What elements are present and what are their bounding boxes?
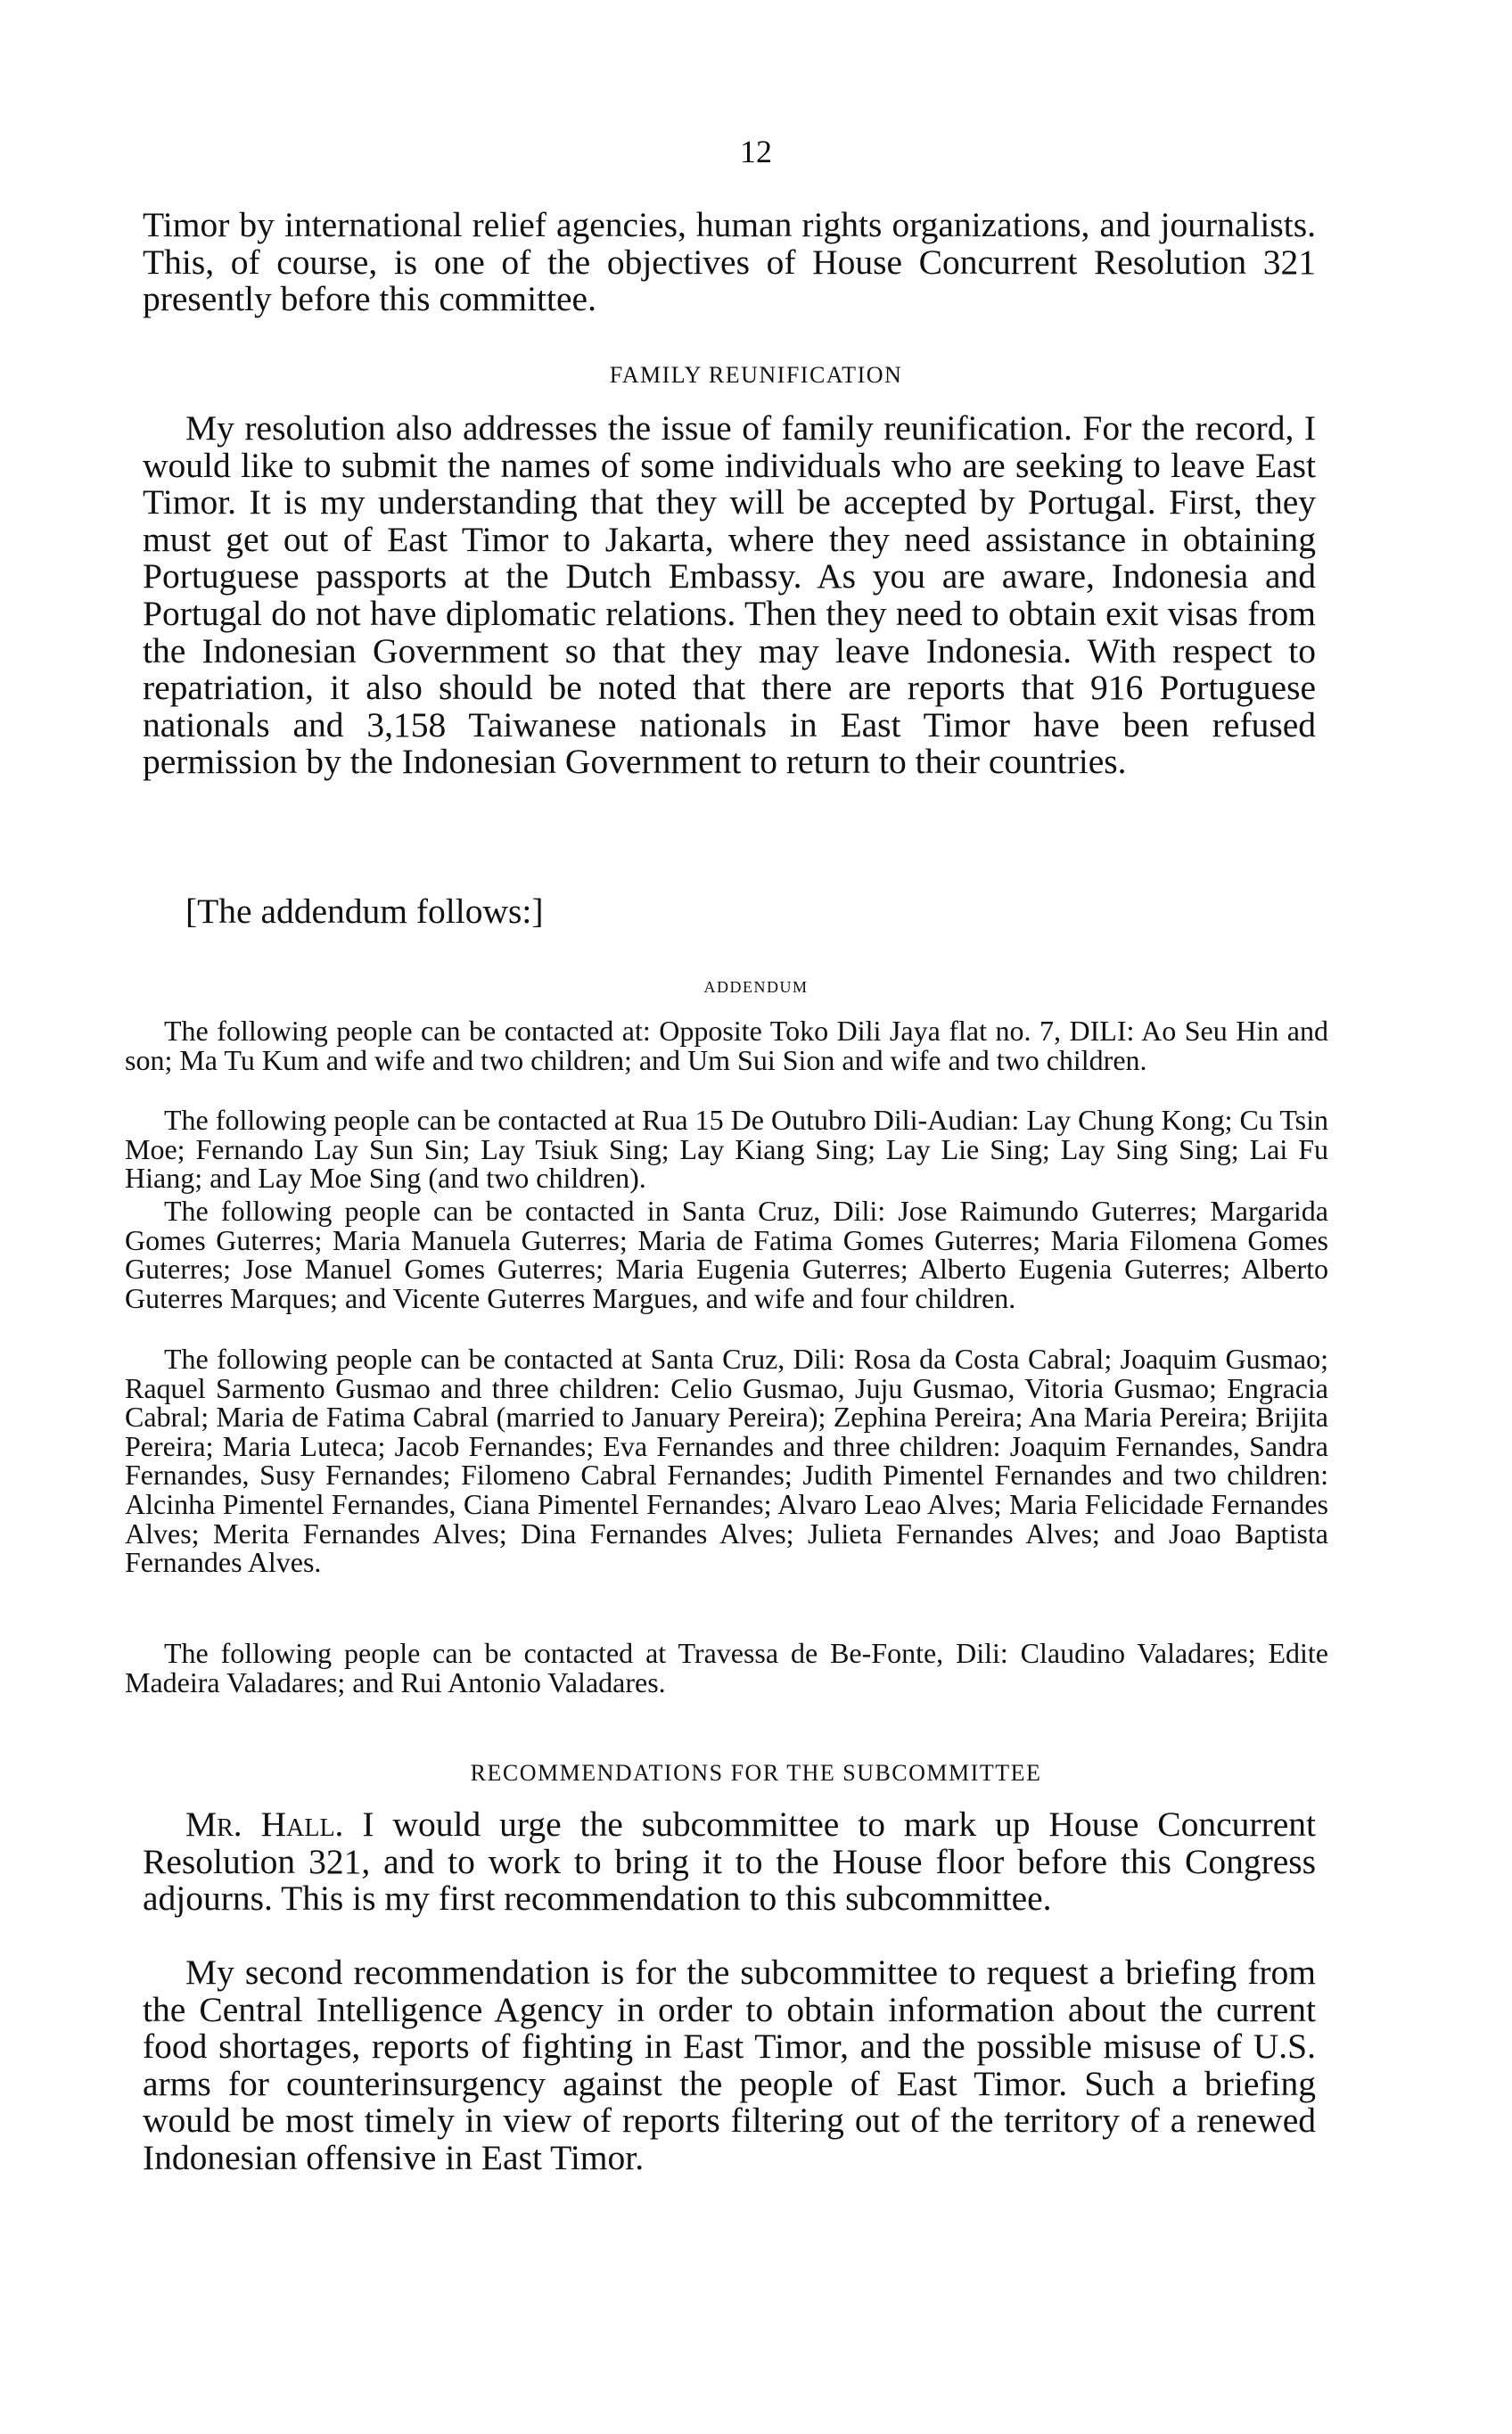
addendum-heading: addendum xyxy=(703,972,809,998)
family-reunification-paragraph: My resolution also addresses the issue of family reunification. For the record, I would like to submit the names of some individuals who are seeking to leave East Timor. It is my understanding that they will be accepted by Portugal. First, they must get out of East Timor to Jakarta, where they need assistance in obtaining Portuguese passports at the Dutch Embassy. As you are aware, Indonesia and Portugal do not have diplomatic relations. Then they need to obtain exit visas from the Indonesian Government so that they may leave Indonesia. With respect to repatriation, it also should be noted that there are reports that 916 Portuguese nationals and 3,158 Taiwanese nationals in East Timor have been refused permission by the Indonesian Government to return to their countries. xyxy=(143,408,1316,782)
addendum-note: [The addendum follows:] xyxy=(185,892,544,931)
addendum-paragraph-1: The following people can be contacted at: Opposite Toko Dili Jaya flat no. 7, DILI: Ao Seu Hin and son; Ma Tu Kum and wife and two children; and Um Sui Sion and wife and two children. xyxy=(125,1015,1328,1076)
recommendations-heading: RECOMMENDATIONS FOR THE SUBCOMMITTEE xyxy=(470,1760,1042,1786)
family-reunification-heading: FAMILY REUNIFICATION xyxy=(609,362,903,388)
page-number: 12 xyxy=(740,134,772,169)
addendum-paragraph-2: The following people can be contacted at Rua 15 De Outubro Dili-Audian: Lay Chung Kong; Cu Tsin Moe; Fernando Lay Sun Sin; Lay Tsiuk Sing; Lay Kiang Sing; Lay Lie Sing; Lay Sing Sing; Lai Fu Hiang; and Lay Moe Sing (and two children). xyxy=(125,1104,1328,1195)
recommendation-text-1: I would urge the subcommittee to mark up House Concurrent Resolution 321, and to work to bring it to the House floor before this Congress adjourns. This is my first recommendation to this subcommittee. xyxy=(143,1805,1316,1919)
speaker-name: Mr. Hall. xyxy=(185,1805,344,1844)
addendum-paragraph-3: The following people can be contacted in Santa Cruz, Dili: Jose Raimundo Guterres; Margarida Gomes Guterres; Maria Manuela Guterres; Maria de Fatima Gomes Guterres; Maria Filomena Gomes Guterres; Jose Manuel Gomes Guterres; Maria Eugenia Guterres; Alberto Eugenia Guterres; Alberto Guterres Marques; and Vicente Guterres Margues, and wife and four children. xyxy=(125,1195,1328,1314)
intro-paragraph: Timor by international relief agencies, human rights organizations, and journalists. This, of course, is one of the objectives of House Concurrent Resolution 321 presently before this committee. xyxy=(143,205,1316,319)
recommendation-paragraph-1 xyxy=(143,1806,1316,1918)
recommendation-paragraph-2: My second recommendation is for the subcommittee to request a briefing from the Central Intelligence Agency in order to obtain information about the current food shortages, reports of fighting in East Timor, and the possible misuse of U.S. arms for counterinsurgency against the people of East Timor. Such a briefing would be most timely in view of reports filtering out of the territory of a renewed Indonesian offensive in East Timor. xyxy=(143,1953,1316,2177)
addendum-paragraph-4: The following people can be contacted at Santa Cruz, Dili: Rosa da Costa Cabral; Joaquim Gusmao; Raquel Sarmento Gusmao and three children: Celio Gusmao, Juju Gusmao, Vitoria Gusmao; Engracia Cabral; Maria de Fatima Cabral (married to January Pereira); Zephina Pereira; Ana Maria Pereira; Brijita Pereira; Maria Luteca; Jacob Fernandes; Eva Fernandes and three children: Joaquim Fernandes, Sandra Fernandes, Susy Fernandes; Filomeno Cabral Fernandes; Judith Pimentel Fernandes and two children: Alcinha Pimentel Fernandes, Ciana Pimentel Fernandes; Alvaro Leao Alves; Maria Felicidade Fernandes Alves; Merita Fernandes Alves; Dina Fernandes Alves; Julieta Fernandes Alves; and Joao Baptista Fernandes Alves. xyxy=(125,1343,1328,1579)
addendum-paragraph-5: The following people can be contacted at Travessa de Be-Fonte, Dili: Claudino Valadares; Edite Madeira Valadares; and Rui Antonio Valadares. xyxy=(125,1637,1328,1698)
